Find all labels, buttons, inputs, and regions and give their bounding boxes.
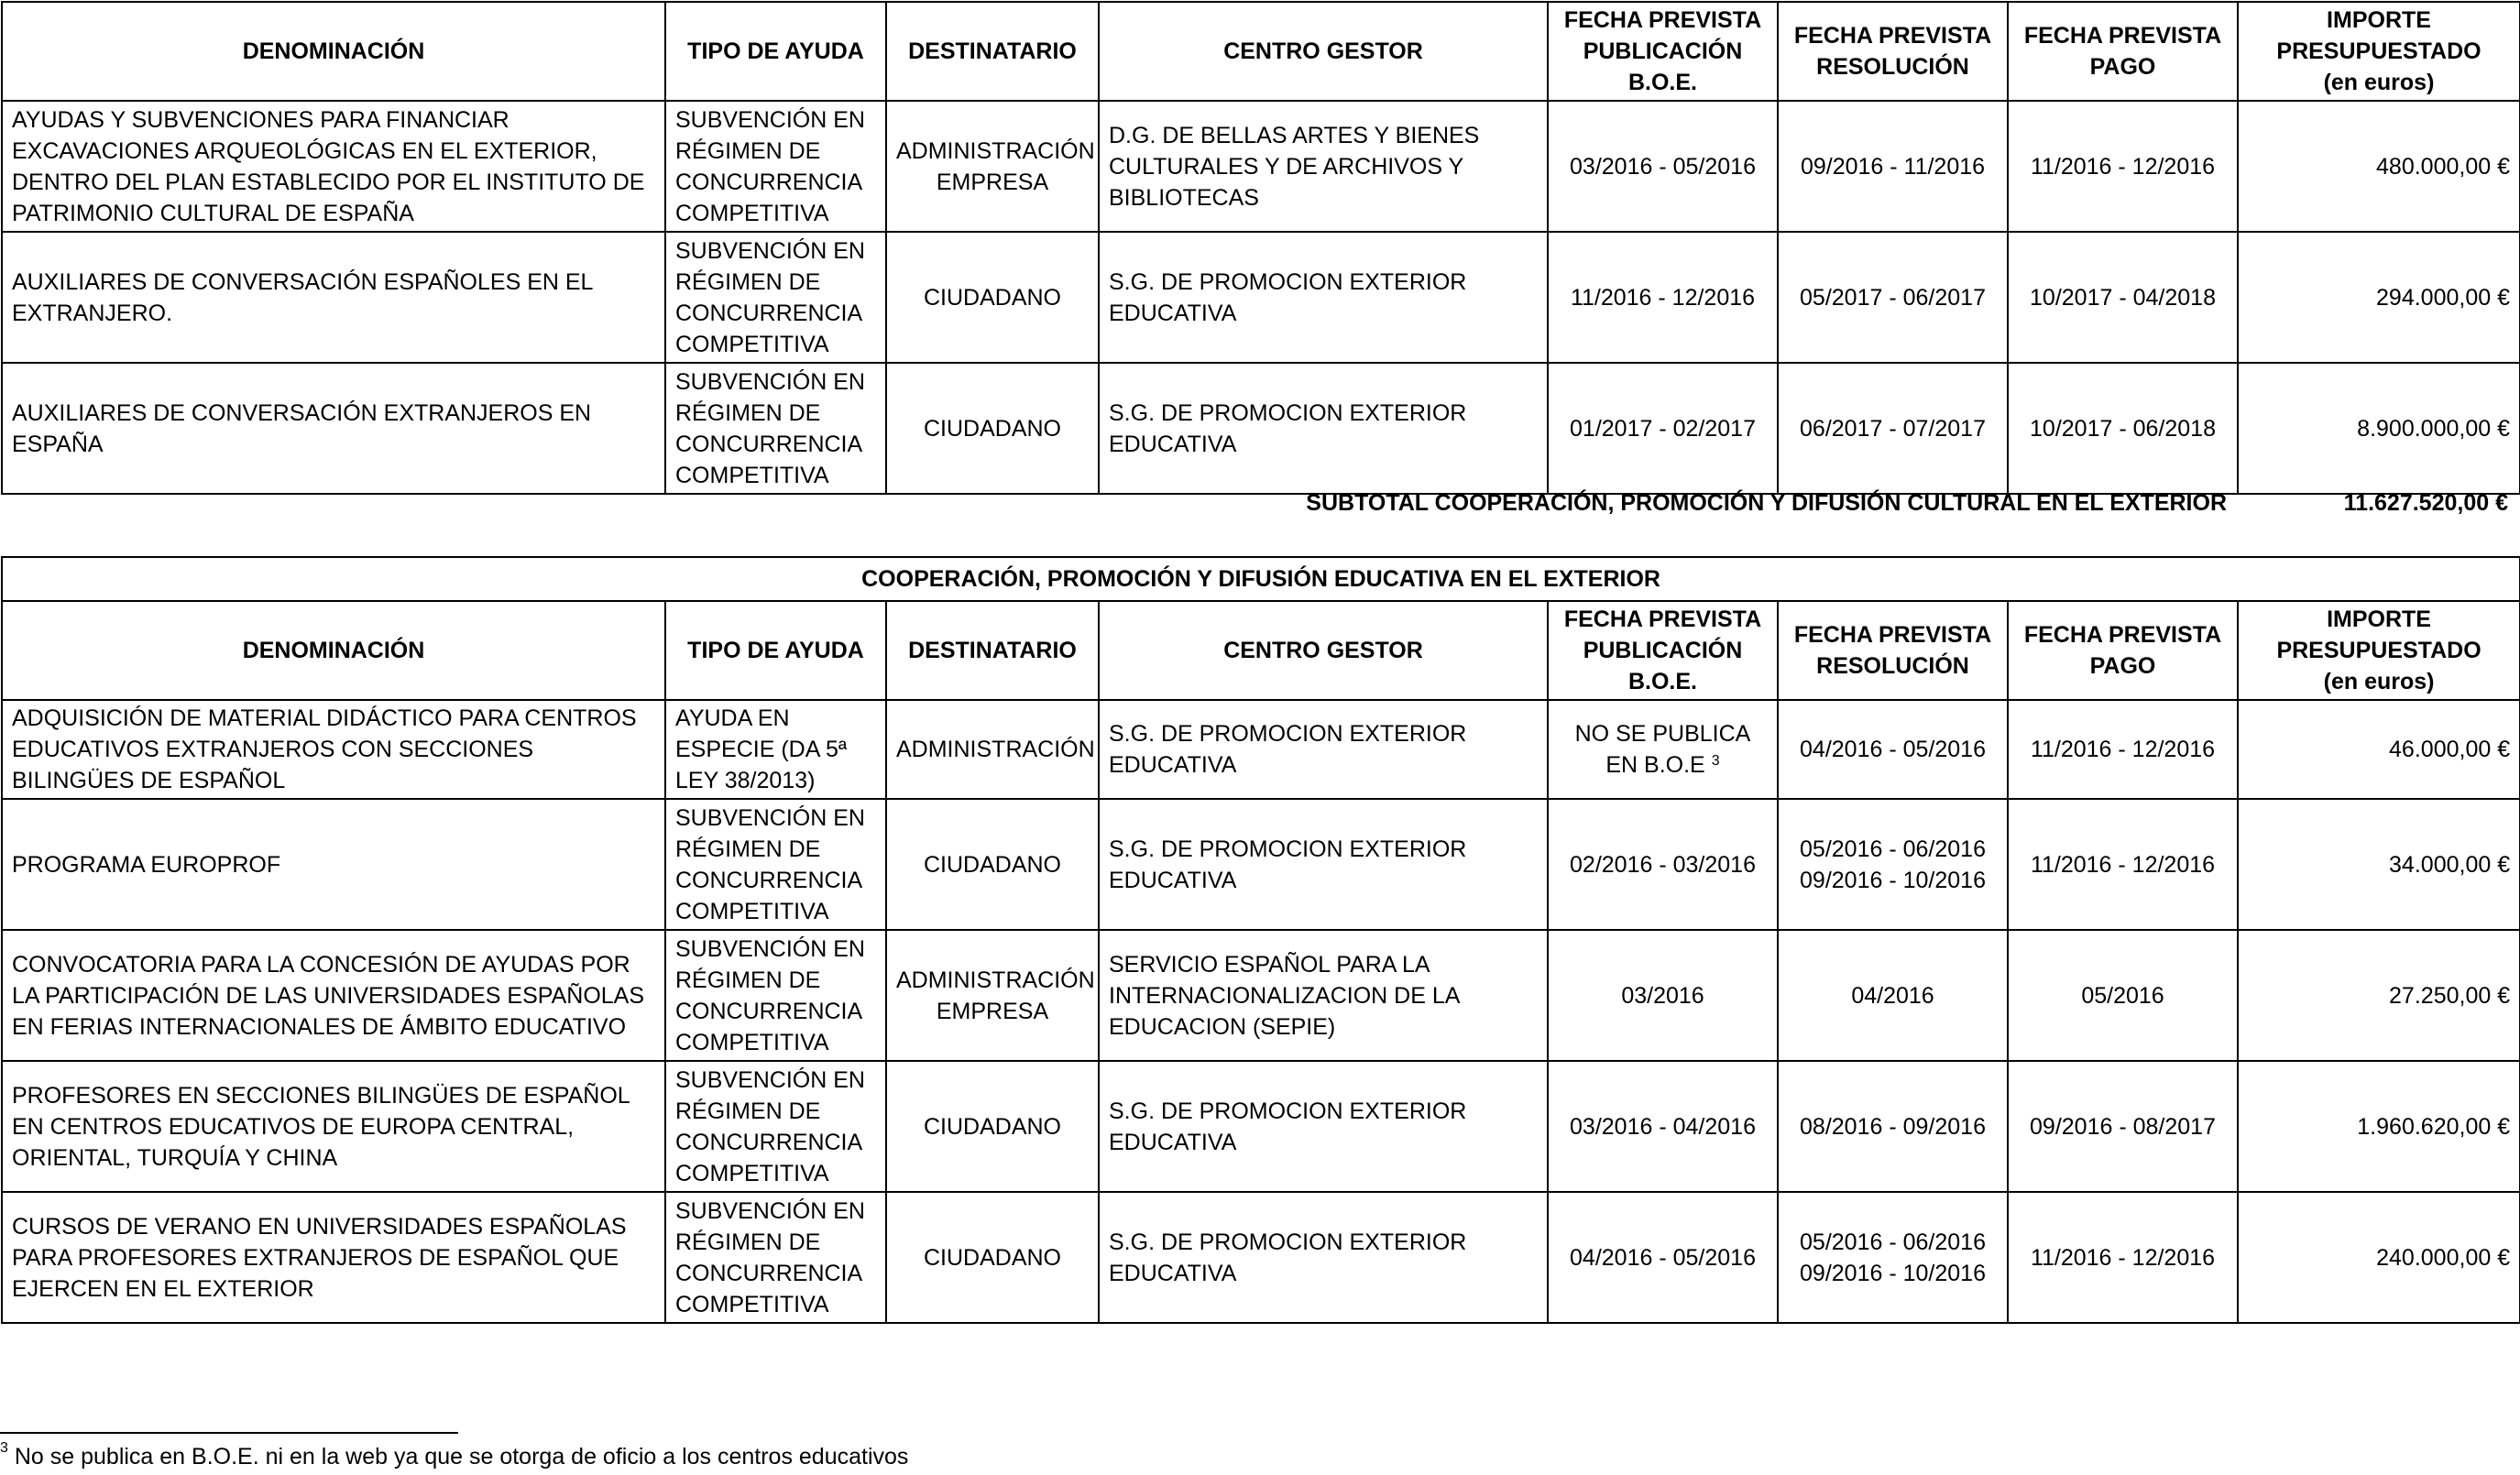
cell-centro: D.G. DE BELLAS ARTES Y BIENES CULTURALES Y DE ARCHIVOS Y BIBLIOTECAS <box>1099 101 1548 232</box>
header-denominacion: DENOMINACIÓN <box>2 601 665 700</box>
cell-fecha-pago: 11/2016 - 12/2016 <box>2008 101 2238 232</box>
header-destinatario: DESTINATARIO <box>886 601 1099 700</box>
cell-fecha-boe: 03/2016 - 04/2016 <box>1548 1061 1778 1192</box>
cell-tipo: SUBVENCIÓN EN RÉGIMEN DE CONCURRENCIA COMPETITIVA <box>665 232 886 363</box>
table-row <box>2 101 2520 232</box>
cell-denominacion: CURSOS DE VERANO EN UNIVERSIDADES ESPAÑOLAS PARA PROFESORES EXTRANJEROS DE ESPAÑOL QUE EJERCEN EN EL EXTERIOR <box>2 1192 665 1323</box>
cell-destinatario: CIUDADANO <box>886 363 1099 494</box>
cell-fecha-pago: 10/2017 - 06/2018 <box>2008 363 2238 494</box>
subtotal-row <box>0 490 2520 523</box>
header-destinatario: DESTINATARIO <box>886 2 1099 101</box>
header-importe: IMPORTE PRESUPUESTADO (en euros) <box>2238 2 2520 101</box>
cell-destinatario: ADMINISTRACIÓN EMPRESA <box>886 930 1099 1061</box>
cell-fecha-boe: 04/2016 - 05/2016 <box>1548 1192 1778 1323</box>
cell-centro: SERVICIO ESPAÑOL PARA LA INTERNACIONALIZACION DE LA EDUCACION (SEPIE) <box>1099 930 1548 1061</box>
header-fecha-resolucion: FECHA PREVISTA RESOLUCIÓN <box>1778 2 2008 101</box>
footnote-divider <box>0 1432 458 1434</box>
cell-fecha-boe: 01/2017 - 02/2017 <box>1548 363 1778 494</box>
cell-centro: S.G. DE PROMOCION EXTERIOR EDUCATIVA <box>1099 700 1548 799</box>
header-fecha-pago: FECHA PREVISTA PAGO <box>2008 2 2238 101</box>
cell-fecha-resolucion: 05/2017 - 06/2017 <box>1778 232 2008 363</box>
cell-fecha-pago: 09/2016 - 08/2017 <box>2008 1061 2238 1192</box>
cell-fecha-resolucion: 04/2016 <box>1778 930 2008 1061</box>
cell-fecha-resolucion: 06/2017 - 07/2017 <box>1778 363 2008 494</box>
cell-centro: S.G. DE PROMOCION EXTERIOR EDUCATIVA <box>1099 1061 1548 1192</box>
cell-importe: 1.960.620,00 € <box>2238 1061 2520 1192</box>
header-centro-gestor: CENTRO GESTOR <box>1099 601 1548 700</box>
section-title: COOPERACIÓN, PROMOCIÓN Y DIFUSIÓN EDUCATIVA EN EL EXTERIOR <box>2 557 2520 601</box>
table-header-row <box>2 601 2520 700</box>
cell-denominacion: ADQUISICIÓN DE MATERIAL DIDÁCTICO PARA CENTROS EDUCATIVOS EXTRANJEROS CON SECCIONES BILINGÜES DE ESPAÑOL <box>2 700 665 799</box>
cell-importe: 46.000,00 € <box>2238 700 2520 799</box>
cell-fecha-pago: 11/2016 - 12/2016 <box>2008 799 2238 930</box>
header-fecha-boe: FECHA PREVISTA PUBLICACIÓN B.O.E. <box>1548 601 1778 700</box>
cell-denominacion: PROFESORES EN SECCIONES BILINGÜES DE ESPAÑOL EN CENTROS EDUCATIVOS DE EUROPA CENTRAL, ORIENTAL, TURQUÍA Y CHINA <box>2 1061 665 1192</box>
cell-fecha-pago: 11/2016 - 12/2016 <box>2008 700 2238 799</box>
header-centro-gestor: CENTRO GESTOR <box>1099 2 1548 101</box>
cell-tipo: SUBVENCIÓN EN RÉGIMEN DE CONCURRENCIA COMPETITIVA <box>665 930 886 1061</box>
header-tipo-ayuda: TIPO DE AYUDA <box>665 601 886 700</box>
cell-destinatario: ADMINISTRACIÓN EMPRESA <box>886 101 1099 232</box>
footnote-mark: 3 <box>0 1440 8 1456</box>
cell-fecha-boe: 03/2016 <box>1548 930 1778 1061</box>
table-row <box>2 1061 2520 1192</box>
cell-importe: 480.000,00 € <box>2238 101 2520 232</box>
header-importe: IMPORTE PRESUPUESTADO (en euros) <box>2238 601 2520 700</box>
footnote-ref: 3 <box>1711 753 1720 769</box>
cell-denominacion: PROGRAMA EUROPROF <box>2 799 665 930</box>
cell-destinatario: ADMINISTRACIÓN <box>886 700 1099 799</box>
cell-centro: S.G. DE PROMOCION EXTERIOR EDUCATIVA <box>1099 363 1548 494</box>
header-fecha-boe: FECHA PREVISTA PUBLICACIÓN B.O.E. <box>1548 2 1778 101</box>
cell-denominacion: AYUDAS Y SUBVENCIONES PARA FINANCIAR EXCAVACIONES ARQUEOLÓGICAS EN EL EXTERIOR, DENTRO DEL PLAN ESTABLECIDO POR EL INSTITUTO DE PATRIMONIO CULTURAL DE ESPAÑA <box>2 101 665 232</box>
table-row <box>2 700 2520 799</box>
subtotal-label: SUBTOTAL COOPERACIÓN, PROMOCIÓN Y DIFUSIÓN CULTURAL EN EL EXTERIOR <box>1306 490 2227 516</box>
cell-fecha-boe: 11/2016 - 12/2016 <box>1548 232 1778 363</box>
cell-tipo: AYUDA EN ESPECIE (DA 5ª LEY 38/2013) <box>665 700 886 799</box>
table-header-row <box>2 2 2520 101</box>
cell-centro: S.G. DE PROMOCION EXTERIOR EDUCATIVA <box>1099 1192 1548 1323</box>
grants-table-cultural <box>1 1 2520 495</box>
table-row <box>2 1192 2520 1323</box>
cell-importe: 27.250,00 € <box>2238 930 2520 1061</box>
cell-destinatario: CIUDADANO <box>886 1192 1099 1323</box>
table-row <box>2 799 2520 930</box>
cell-destinatario: CIUDADANO <box>886 1061 1099 1192</box>
header-tipo-ayuda: TIPO DE AYUDA <box>665 2 886 101</box>
cell-fecha-resolucion: 05/2016 - 06/2016 09/2016 - 10/2016 <box>1778 1192 2008 1323</box>
cell-fecha-pago: 05/2016 <box>2008 930 2238 1061</box>
cell-centro: S.G. DE PROMOCION EXTERIOR EDUCATIVA <box>1099 232 1548 363</box>
cell-fecha-pago: 11/2016 - 12/2016 <box>2008 1192 2238 1323</box>
table-row <box>2 232 2520 363</box>
cell-importe: 240.000,00 € <box>2238 1192 2520 1323</box>
table-row <box>2 930 2520 1061</box>
cell-fecha-boe: 03/2016 - 05/2016 <box>1548 101 1778 232</box>
cell-denominacion: AUXILIARES DE CONVERSACIÓN EXTRANJEROS EN ESPAÑA <box>2 363 665 494</box>
cell-fecha-resolucion: 04/2016 - 05/2016 <box>1778 700 2008 799</box>
cell-tipo: SUBVENCIÓN EN RÉGIMEN DE CONCURRENCIA COMPETITIVA <box>665 799 886 930</box>
cell-destinatario: CIUDADANO <box>886 232 1099 363</box>
footnote-text: No se publica en B.O.E. ni en la web ya que se otorga de oficio a los centros educativos <box>7 1444 909 1470</box>
cell-importe: 8.900.000,00 € <box>2238 363 2520 494</box>
cell-fecha-resolucion: 05/2016 - 06/2016 09/2016 - 10/2016 <box>1778 799 2008 930</box>
cell-tipo: SUBVENCIÓN EN RÉGIMEN DE CONCURRENCIA COMPETITIVA <box>665 101 886 232</box>
cell-importe: 294.000,00 € <box>2238 232 2520 363</box>
cell-denominacion: AUXILIARES DE CONVERSACIÓN ESPAÑOLES EN EL EXTRANJERO. <box>2 232 665 363</box>
section-title-row <box>2 557 2520 601</box>
cell-destinatario: CIUDADANO <box>886 799 1099 930</box>
cell-fecha-boe <box>1548 700 1778 799</box>
cell-importe: 34.000,00 € <box>2238 799 2520 930</box>
cell-denominacion: CONVOCATORIA PARA LA CONCESIÓN DE AYUDAS POR LA PARTICIPACIÓN DE LAS UNIVERSIDADES ESPAÑOLAS EN FERIAS INTERNACIONALES DE ÁMBITO EDUCATIVO <box>2 930 665 1061</box>
cell-fecha-resolucion: 08/2016 - 09/2016 <box>1778 1061 2008 1192</box>
cell-fecha-pago: 10/2017 - 04/2018 <box>2008 232 2238 363</box>
subtotal-value: 11.627.520,00 € <box>2343 490 2508 516</box>
cell-centro: S.G. DE PROMOCION EXTERIOR EDUCATIVA <box>1099 799 1548 930</box>
cell-fecha-boe: 02/2016 - 03/2016 <box>1548 799 1778 930</box>
footnote <box>0 1440 909 1470</box>
grants-table-educational <box>1 556 2520 1324</box>
header-fecha-pago: FECHA PREVISTA PAGO <box>2008 601 2238 700</box>
cell-fecha-resolucion: 09/2016 - 11/2016 <box>1778 101 2008 232</box>
header-denominacion: DENOMINACIÓN <box>2 2 665 101</box>
header-fecha-resolucion: FECHA PREVISTA RESOLUCIÓN <box>1778 601 2008 700</box>
cell-tipo: SUBVENCIÓN EN RÉGIMEN DE CONCURRENCIA COMPETITIVA <box>665 363 886 494</box>
fecha-boe-text: NO SE PUBLICA EN B.O.E <box>1574 721 1751 778</box>
table-row <box>2 363 2520 494</box>
cell-tipo: SUBVENCIÓN EN RÉGIMEN DE CONCURRENCIA COMPETITIVA <box>665 1061 886 1192</box>
cell-tipo: SUBVENCIÓN EN RÉGIMEN DE CONCURRENCIA COMPETITIVA <box>665 1192 886 1323</box>
